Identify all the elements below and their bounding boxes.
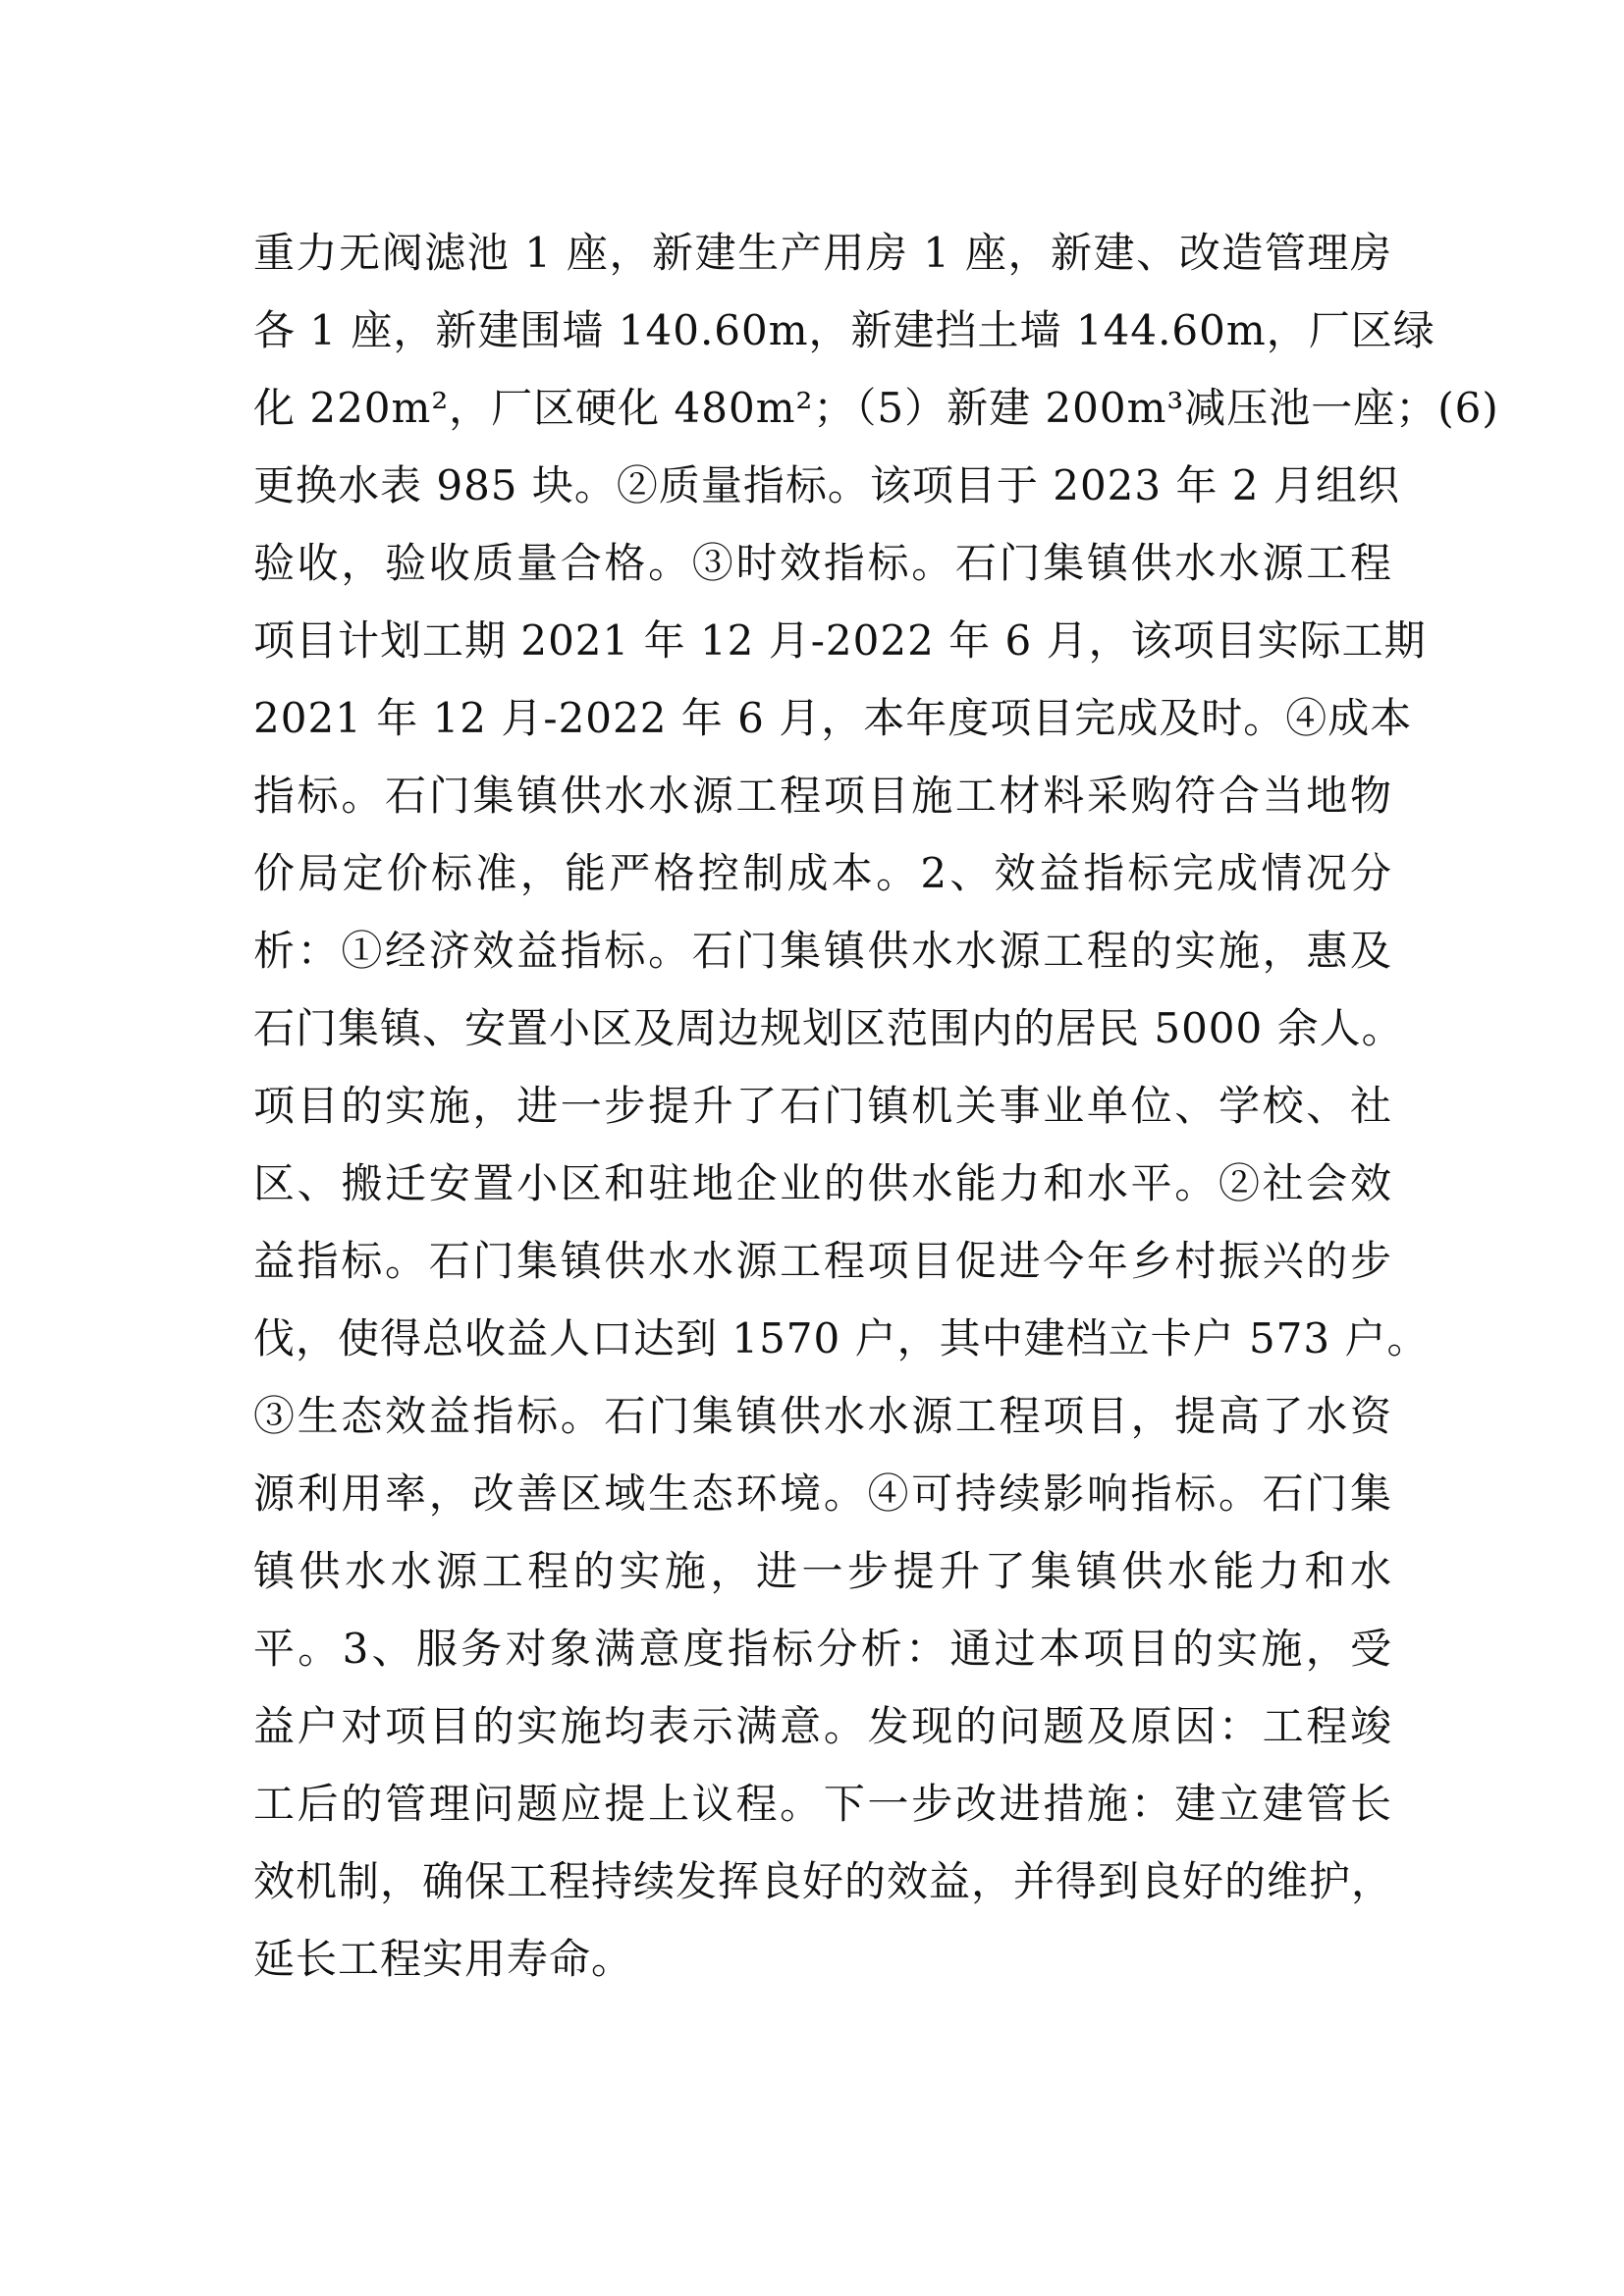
text-line: 益户对项目的实施均表示满意。发现的问题及原因：工程竣 — [253, 1702, 1392, 1750]
text-line: 验收，验收质量合格。③时效指标。石门集镇供水水源工程 — [253, 539, 1392, 587]
text-line: 效机制，确保工程持续发挥良好的效益，并得到良好的维护， — [253, 1857, 1394, 1905]
text-line: 伐，使得总收益人口达到 1570 户，其中建档立卡户 573 户。 — [253, 1314, 1430, 1362]
text-line: 化 220m²，厂区硬化 480m²；（5）新建 200m³减压池一座；(6) — [253, 384, 1499, 432]
text-line: 指标。石门集镇供水水源工程项目施工材料采购符合当地物 — [253, 772, 1392, 820]
text-line: 重力无阀滤池 1 座，新建生产用房 1 座，新建、改造管理房 — [253, 229, 1392, 277]
text-line: 益指标。石门集镇供水水源工程项目促进今年乡村振兴的步 — [253, 1237, 1392, 1285]
text-line: 更换水表 985 块。②质量指标。该项目于 2023 年 2 月组织 — [253, 461, 1400, 509]
text-line: 价局定价标准，能严格控制成本。2、效益指标完成情况分 — [253, 849, 1392, 897]
text-line: 石门集镇、安置小区及周边规划区范围内的居民 5000 余人。 — [253, 1004, 1404, 1052]
text-line: 项目的实施，进一步提升了石门镇机关事业单位、学校、社 — [253, 1082, 1392, 1130]
text-line: 项目计划工期 2021 年 12 月-2022 年 6 月，该项目实际工期 — [253, 616, 1427, 665]
text-line-last: 延长工程实用寿命。 — [253, 1935, 634, 1983]
text-line: 镇供水水源工程的实施，进一步提升了集镇供水能力和水 — [253, 1547, 1392, 1595]
body-paragraph — [253, 214, 1499, 1998]
text-line: 平。3、服务对象满意度指标分析：通过本项目的实施，受 — [253, 1625, 1392, 1673]
text-line: 析：①经济效益指标。石门集镇供水水源工程的实施，惠及 — [253, 927, 1392, 975]
text-line: 2021 年 12 月-2022 年 6 月，本年度项目完成及时。④成本 — [253, 694, 1413, 742]
text-line: 各 1 座，新建围墙 140.60m，新建挡土墙 144.60m，厂区绿 — [253, 306, 1435, 354]
text-line: 区、搬迁安置小区和驻地企业的供水能力和水平。②社会效 — [253, 1159, 1392, 1207]
text-line: 源利用率，改善区域生态环境。④可持续影响指标。石门集 — [253, 1469, 1392, 1518]
text-line: 工后的管理问题应提上议程。下一步改进措施：建立建管长 — [253, 1780, 1392, 1828]
text-line: ③生态效益指标。石门集镇供水水源工程项目，提高了水资 — [253, 1392, 1392, 1440]
